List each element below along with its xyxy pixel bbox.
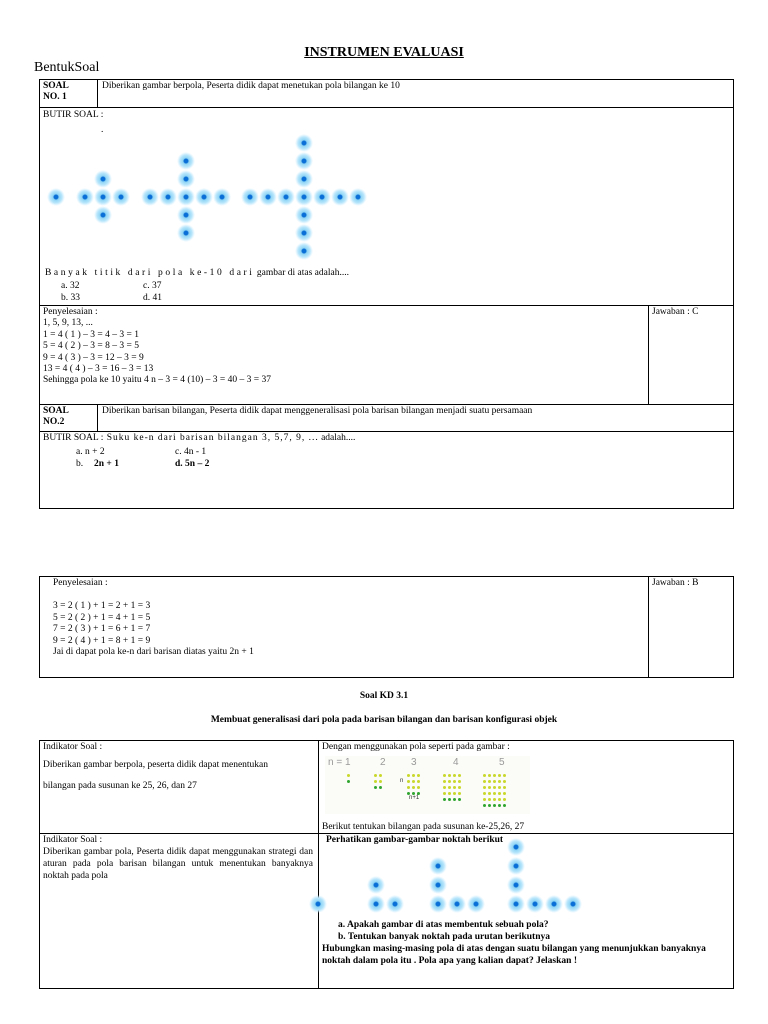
cross-2-dot-icon xyxy=(112,188,130,206)
cross-2-dot-icon xyxy=(76,188,94,206)
soal-2-answer: Jawaban : B xyxy=(652,578,699,588)
square-3-dot-icon xyxy=(417,774,420,777)
soal-1-indicator: Diberikan gambar berpola, Peserta didik dapat menetukan pola bilangan ke 10 xyxy=(102,81,400,91)
square-4-dot-icon xyxy=(453,786,456,789)
square-4-dot-icon xyxy=(453,792,456,795)
soal-2-option-a: a. n + 2 xyxy=(76,447,105,457)
square-3-dot-icon xyxy=(412,780,415,783)
cross-2-dot-icon xyxy=(94,170,112,188)
square-5-dot-icon xyxy=(488,798,491,801)
l-3-dot-icon xyxy=(448,895,466,913)
cross-4-dot-icon xyxy=(295,134,313,152)
square-3-dot-icon xyxy=(412,792,415,795)
soal-2-indicator: Diberikan barisan bilangan, Peserta didik dapat menggeneralisasi pola barisan bilangan menjadi suatu persamaan xyxy=(102,406,533,416)
square-5-dot-icon xyxy=(498,798,501,801)
row-2-title: Perhatikan gambar-gambar noktah berikut xyxy=(326,835,504,845)
cross-2-dot-icon xyxy=(94,188,112,206)
square-5-dot-icon xyxy=(488,804,491,807)
indicator-2-text: Diberikan gambar pola, Peserta didik dapat menggunakan strategi dan aturan pada pola barisan bilangan untuk menentukan banyaknya noktah pada pola xyxy=(43,847,313,881)
l-2-dot-icon xyxy=(367,895,385,913)
square-3-dot-icon xyxy=(407,786,410,789)
soal-2-option-c: c. 4n - 1 xyxy=(175,447,207,457)
l-4-dot-icon xyxy=(564,895,582,913)
square-5-dot-icon xyxy=(483,792,486,795)
square-5-dot-icon xyxy=(493,792,496,795)
cross-3-dot-icon xyxy=(213,188,231,206)
square-5-dot-icon xyxy=(493,798,496,801)
square-5-dot-icon xyxy=(483,774,486,777)
square-4-dot-icon xyxy=(453,780,456,783)
row-2-question-a: a. Apakah gambar di atas membentuk sebuah pola? xyxy=(338,920,549,930)
soal-1-option-a: a. 32 xyxy=(61,281,80,291)
square-5-dot-icon xyxy=(498,804,501,807)
square-5-dot-icon xyxy=(483,798,486,801)
kd-title: Soal KD 3.1 xyxy=(359,691,409,701)
square-5-dot-icon xyxy=(493,780,496,783)
square-5-dot-icon xyxy=(483,780,486,783)
pattern-label-1: n = 1 xyxy=(328,757,351,768)
square-3-dot-icon xyxy=(412,786,415,789)
pattern-label-2: 2 xyxy=(380,757,386,768)
form-subtitle: BentukSoal xyxy=(34,60,100,75)
square-4-dot-icon xyxy=(453,798,456,801)
cross-4-dot-icon xyxy=(295,242,313,260)
cross-4-dot-icon xyxy=(295,188,313,206)
square-5-dot-icon xyxy=(483,804,486,807)
square-number-pattern xyxy=(325,756,530,814)
indicator-1-label: Indikator Soal : xyxy=(43,742,103,752)
cross-2-dot-icon xyxy=(94,206,112,224)
square-5-dot-icon xyxy=(503,786,506,789)
stray-dot: . xyxy=(101,125,104,135)
row-1-instruction: Dengan menggunakan pola seperti pada gambar : xyxy=(322,742,510,752)
square-3-dot-icon xyxy=(417,780,420,783)
cross-4-dot-icon xyxy=(241,188,259,206)
indicator-2-label: Indikator Soal : xyxy=(43,835,103,845)
cross-3-dot-icon xyxy=(177,152,195,170)
soal-1-label: SOAL NO. 1 xyxy=(43,81,69,103)
l-4-dot-icon xyxy=(526,895,544,913)
soal-2-option-b-value: 2n + 1 xyxy=(94,459,119,469)
square-4-dot-icon xyxy=(443,792,446,795)
square-5-dot-icon xyxy=(503,798,506,801)
square-5-dot-icon xyxy=(493,774,496,777)
square-4-dot-icon xyxy=(453,774,456,777)
square-2-dot-icon xyxy=(374,780,377,783)
square-4-dot-icon xyxy=(443,774,446,777)
l-4-dot-icon xyxy=(545,895,563,913)
soal-1-option-c: c. 37 xyxy=(143,281,162,291)
cross-3-dot-icon xyxy=(177,206,195,224)
square-4-dot-icon xyxy=(458,792,461,795)
square-4-dot-icon xyxy=(458,798,461,801)
pattern-label-5: 5 xyxy=(499,757,505,768)
square-1-dot-icon xyxy=(347,780,350,783)
l-3-dot-icon xyxy=(429,876,447,894)
square-3-dot-icon xyxy=(407,792,410,795)
square-5-dot-icon xyxy=(498,792,501,795)
square-2-dot-icon xyxy=(374,786,377,789)
cross-3-dot-icon xyxy=(195,188,213,206)
square-5-dot-icon xyxy=(488,780,491,783)
soal-2-question: BUTIR SOAL : Suku ke-n dari barisan bilangan 3, 5,7, 9, ... adalah.... xyxy=(43,433,356,443)
square-5-dot-icon xyxy=(493,786,496,789)
square-5-dot-icon xyxy=(503,774,506,777)
square-5-dot-icon xyxy=(503,780,506,783)
soal-1-solution: Penyelesaian : 1, 5, 9, 13, ... 1 = 4 ( 1 ) – 3 = 4 – 3 = 1 5 = 4 ( 2 ) – 3 = 8 – 3 = 5 9 = 4 ( 3 ) – 3 = 12 – 3 = 9 13 = 4 ( 4 ) – 3 = 16 – 3 = 13 Sehingga pola ke 10 yaitu 4 n – 3 = 4 (10) – 3 = 40 – 3 = 37 xyxy=(43,307,271,386)
cross-3-dot-icon xyxy=(177,224,195,242)
cross-4-dot-icon xyxy=(331,188,349,206)
square-4-dot-icon xyxy=(443,786,446,789)
square-1-dot-icon xyxy=(347,774,350,777)
square-4-dot-icon xyxy=(448,774,451,777)
square-3-dot-icon xyxy=(407,780,410,783)
row-1-task: Berikut tentukan bilangan pada susunan ke-25,26, 27 xyxy=(322,822,525,832)
pattern-label-3: 3 xyxy=(411,757,417,768)
cross-4-dot-icon xyxy=(313,188,331,206)
soal-1-answer: Jawaban : C xyxy=(652,307,699,317)
cross-1-dot-icon xyxy=(47,188,65,206)
square-4-dot-icon xyxy=(448,780,451,783)
square-4-dot-icon xyxy=(448,798,451,801)
kd-subtitle: Membuat generalisasi dari pola pada barisan bilangan dan barisan konfigurasi objek xyxy=(210,715,558,725)
square-5-dot-icon xyxy=(498,786,501,789)
l-4-dot-icon xyxy=(507,895,525,913)
cross-3-dot-icon xyxy=(177,170,195,188)
pattern-n1-label: n+1 xyxy=(409,795,420,801)
square-4-dot-icon xyxy=(458,774,461,777)
l-4-dot-icon xyxy=(507,838,525,856)
indicator-1-text-2: bilangan pada susunan ke 25, 26, dan 27 xyxy=(43,781,197,791)
cross-3-dot-icon xyxy=(159,188,177,206)
square-2-dot-icon xyxy=(379,774,382,777)
l-3-dot-icon xyxy=(429,895,447,913)
square-5-dot-icon xyxy=(498,780,501,783)
row-2-final-question: Hubungkan masing-masing pola di atas dengan suatu bilangan yang menunjukkan banyaknya noktah dalam pola itu . Pola apa yang kalian dapat? Jelaskan ! xyxy=(322,944,706,966)
l-2-dot-icon xyxy=(367,876,385,894)
square-5-dot-icon xyxy=(498,774,501,777)
cross-4-dot-icon xyxy=(349,188,367,206)
square-4-dot-icon xyxy=(443,780,446,783)
cross-4-dot-icon xyxy=(295,170,313,188)
square-5-dot-icon xyxy=(503,792,506,795)
square-4-dot-icon xyxy=(448,792,451,795)
l-1-dot-icon xyxy=(309,895,327,913)
cross-4-dot-icon xyxy=(295,224,313,242)
square-2-dot-icon xyxy=(379,786,382,789)
cross-4-dot-icon xyxy=(277,188,295,206)
square-5-dot-icon xyxy=(483,786,486,789)
soal-2-option-d: d. 5n – 2 xyxy=(175,459,210,469)
cross-4-dot-icon xyxy=(295,152,313,170)
soal-2-solution: Penyelesaian : 3 = 2 ( 1 ) + 1 = 2 + 1 = 3 5 = 2 ( 2 ) + 1 = 4 + 1 = 5 7 = 2 ( 3 ) + 1 = 6 + 1 = 7 9 = 2 ( 4 ) + 1 = 8 + 1 = 9 Jai di dapat pola ke-n dari barisan diatas yaitu 2n + 1 xyxy=(53,578,254,657)
square-4-dot-icon xyxy=(448,786,451,789)
square-3-dot-icon xyxy=(417,786,420,789)
l-3-dot-icon xyxy=(429,857,447,875)
pattern-n-label: n xyxy=(400,778,404,784)
cross-3-dot-icon xyxy=(141,188,159,206)
cross-4-dot-icon xyxy=(259,188,277,206)
square-5-dot-icon xyxy=(493,804,496,807)
square-5-dot-icon xyxy=(503,804,506,807)
pattern-label-4: 4 xyxy=(453,757,459,768)
square-5-dot-icon xyxy=(488,792,491,795)
square-5-dot-icon xyxy=(488,774,491,777)
square-4-dot-icon xyxy=(443,798,446,801)
row-2-question-b: b. Tentukan banyak noktah pada urutan berikutnya xyxy=(338,932,550,942)
l-4-dot-icon xyxy=(507,857,525,875)
soal-1-question: Banyak titik dari pola ke-10 dari gambar di atas adalah.... xyxy=(45,268,349,278)
soal-2-label: SOAL NO.2 xyxy=(43,406,69,428)
page-title: INSTRUMEN EVALUASI xyxy=(304,45,464,60)
square-3-dot-icon xyxy=(412,774,415,777)
square-3-dot-icon xyxy=(417,792,420,795)
soal-2-option-b: b. xyxy=(76,459,84,469)
l-2-dot-icon xyxy=(386,895,404,913)
l-3-dot-icon xyxy=(467,895,485,913)
indicator-1-text-1: Diberikan gambar berpola, peserta didik dapat menentukan xyxy=(43,760,269,770)
l-4-dot-icon xyxy=(507,876,525,894)
square-5-dot-icon xyxy=(488,786,491,789)
cross-3-dot-icon xyxy=(177,188,195,206)
soal-1-option-d: d. 41 xyxy=(143,293,162,303)
butir-soal-1-label: BUTIR SOAL : xyxy=(43,110,104,120)
square-2-dot-icon xyxy=(379,780,382,783)
square-2-dot-icon xyxy=(374,774,377,777)
soal-1-option-b: b. 33 xyxy=(61,293,80,303)
cross-4-dot-icon xyxy=(295,206,313,224)
square-4-dot-icon xyxy=(458,780,461,783)
square-3-dot-icon xyxy=(407,774,410,777)
square-4-dot-icon xyxy=(458,786,461,789)
